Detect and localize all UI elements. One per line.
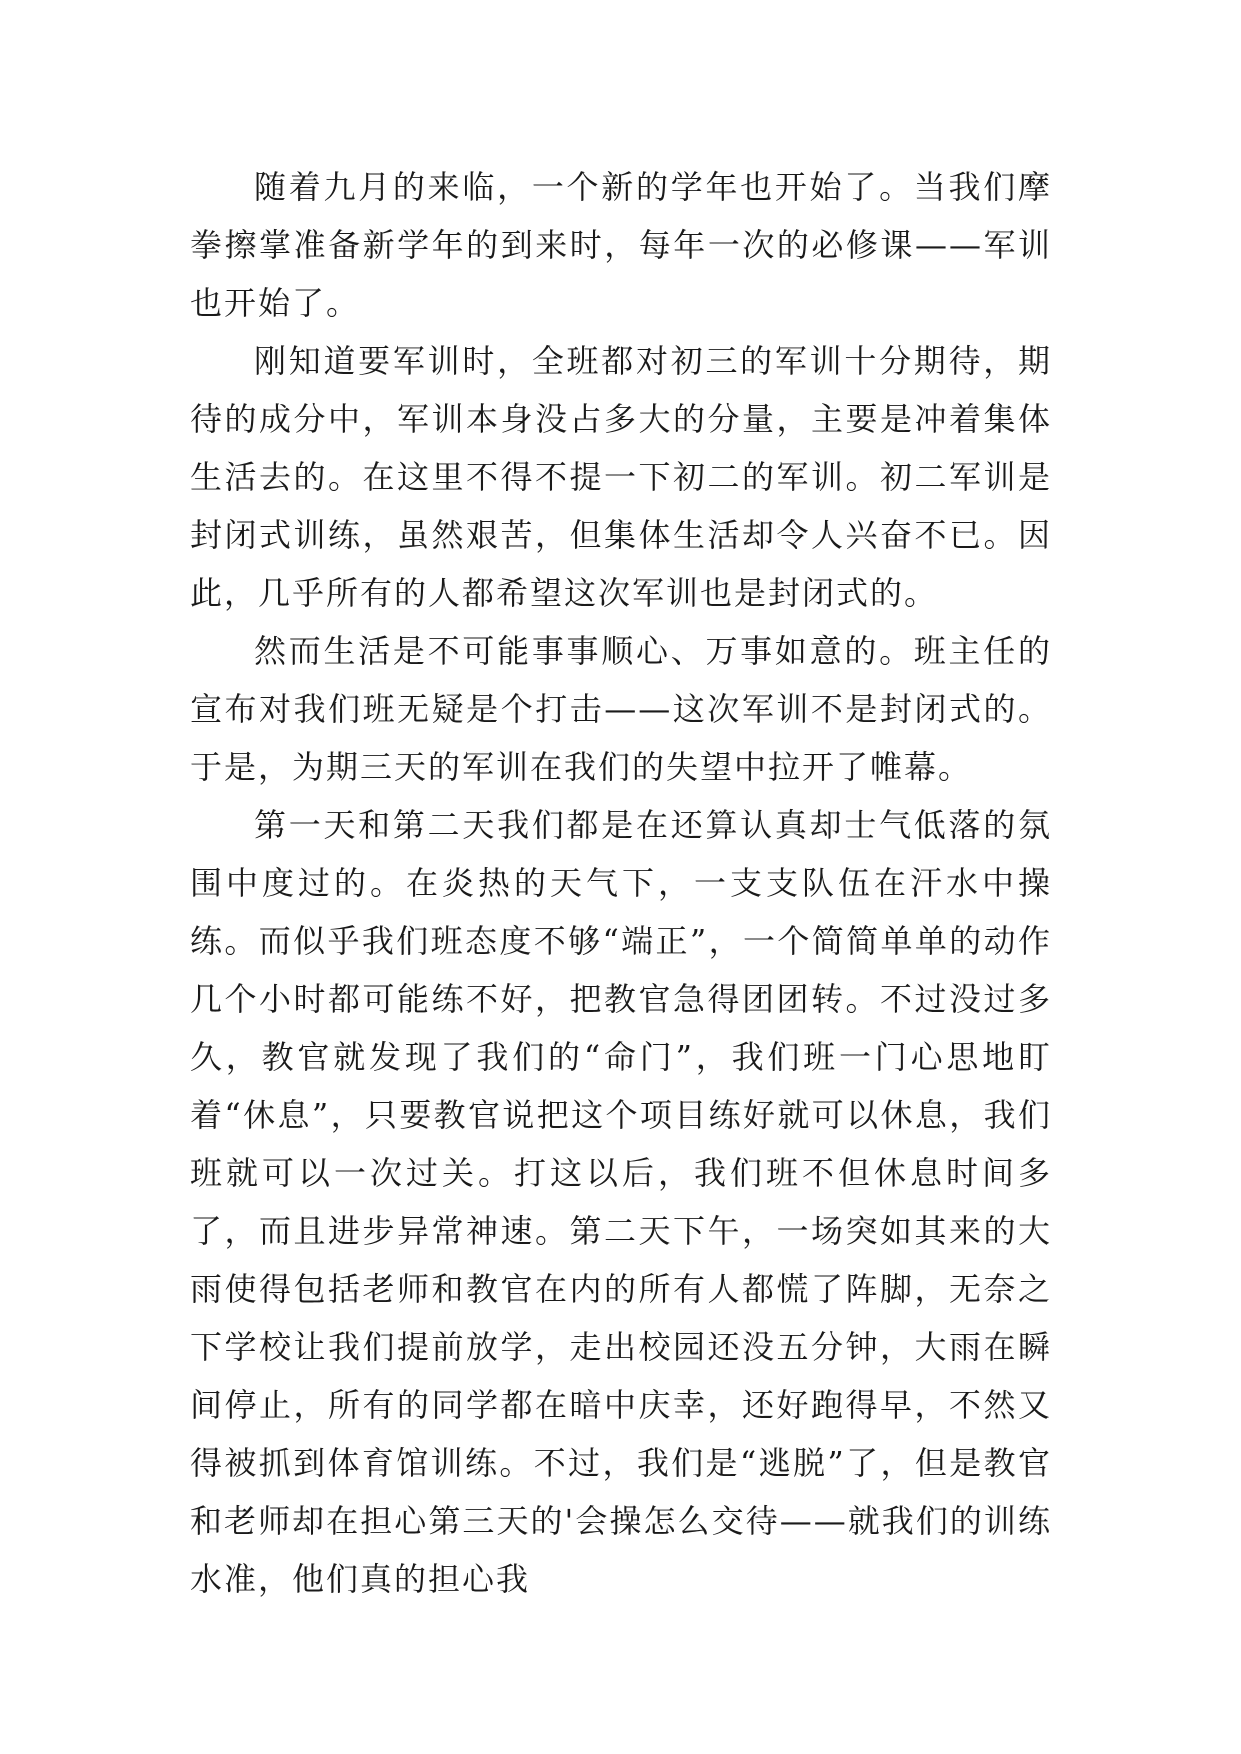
document-body bbox=[190, 158, 1052, 1608]
paragraph-4: 第一天和第二天我们都是在还算认真却士气低落的氛围中度过的。在炎热的天气下，一支支队伍在汗水中操练。而似乎我们班态度不够“端正”，一个简简单单的动作几个小时都可能练不好，把教官急得团团转。不过没过多久，教官就发现了我们的“命门”，我们班一门心思地盯着“休息”，只要教官说把这个项目练好就可以休息，我们班就可以一次过关。打这以后，我们班不但休息时间多了，而且进步异常神速。第二天下午，一场突如其来的大雨使得包括老师和教官在内的所有人都慌了阵脚，无奈之下学校让我们提前放学，走出校园还没五分钟，大雨在瞬间停止，所有的同学都在暗中庆幸，还好跑得早，不然又得被抓到体育馆训练。不过，我们是“逃脱”了，但是教官和老师却在担心第三天的'会操怎么交待——就我们的训练水准，他们真的担心我 bbox=[190, 806, 1052, 1598]
paragraph-2: 刚知道要军训时，全班都对初三的军训十分期待，期待的成分中，军训本身没占多大的分量，主要是冲着集体生活去的。在这里不得不提一下初二的军训。初二军训是封闭式训练，虽然艰苦，但集体生活却令人兴奋不已。因此，几乎所有的人都希望这次军训也是封闭式的。 bbox=[190, 342, 1052, 612]
paragraph-3: 然而生活是不可能事事顺心、万事如意的。班主任的宣布对我们班无疑是个打击——这次军训不是封闭式的。于是，为期三天的军训在我们的失望中拉开了帷幕。 bbox=[190, 632, 1052, 786]
paragraph-1: 随着九月的来临，一个新的学年也开始了。当我们摩拳擦掌准备新学年的到来时，每年一次的必修课——军训也开始了。 bbox=[190, 168, 1052, 322]
